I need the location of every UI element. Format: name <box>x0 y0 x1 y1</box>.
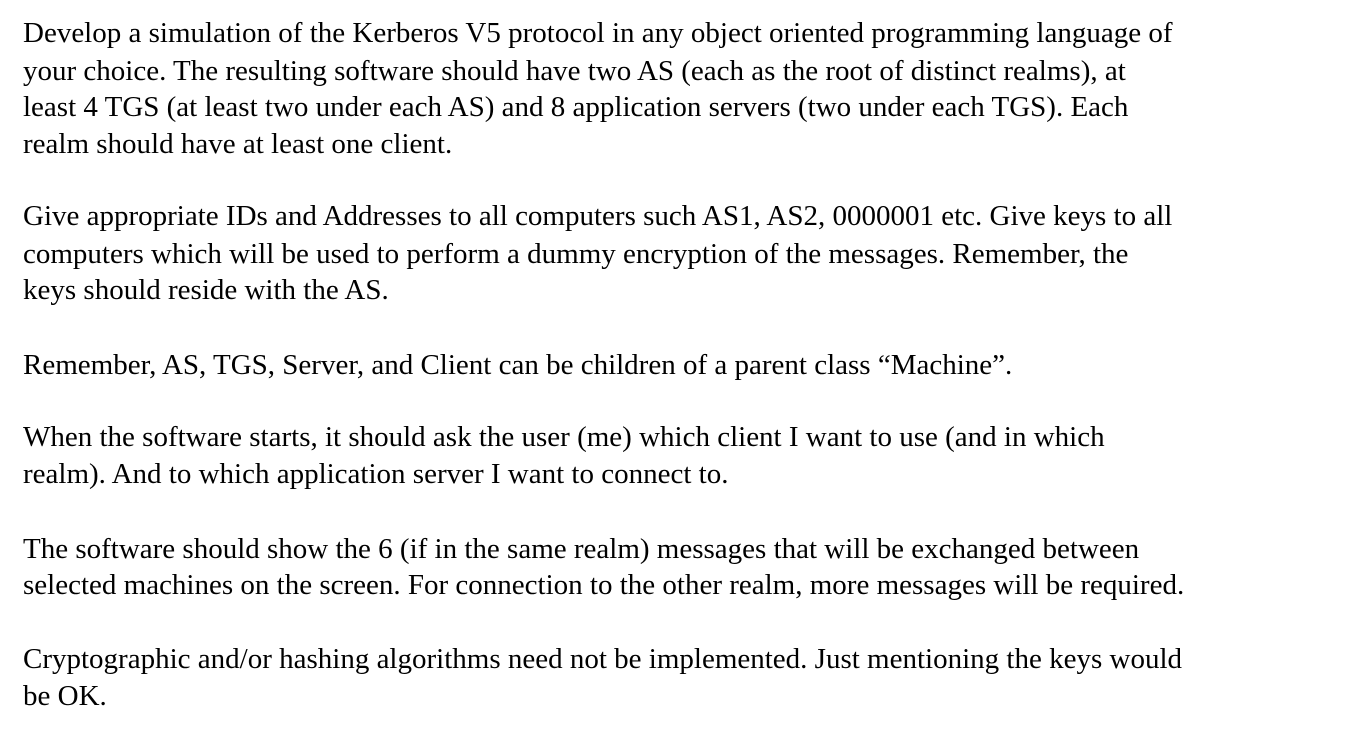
paragraph-4-line-1: When the software starts, it should ask the user (me) which client I want to use (and in which <box>23 421 1105 453</box>
paragraph-1-line-2: your choice. The resulting software should have two AS (each as the root of distinct realms), at <box>23 55 1126 87</box>
paragraph-3-line-1: Remember, AS, TGS, Server, and Client can be children of a parent class “Machine”. <box>23 349 1013 381</box>
paragraph-1-line-4: realm should have at least one client. <box>23 128 453 160</box>
paragraph-5-line-1: The software should show the 6 (if in the same realm) messages that will be exchanged between <box>23 533 1140 565</box>
paragraph-6-line-2: be OK. <box>23 680 107 712</box>
paragraph-2-line-2: computers which will be used to perform a dummy encryption of the messages. Remember, the <box>23 238 1129 270</box>
paragraph-6-line-1: Cryptographic and/or hashing algorithms need not be implemented. Just mentioning the keys would <box>23 643 1182 675</box>
paragraph-5-line-2: selected machines on the screen. For connection to the other realm, more messages will be required. <box>23 569 1185 601</box>
paragraph-2-line-3: keys should reside with the AS. <box>23 274 389 306</box>
paragraph-1-line-3: least 4 TGS (at least two under each AS) and 8 application servers (two under each TGS). Each <box>23 91 1129 123</box>
paragraph-4-line-2: realm). And to which application server I want to connect to. <box>23 458 729 490</box>
paragraph-2-line-1: Give appropriate IDs and Addresses to all computers such AS1, AS2, 0000001 etc. Give keys to all <box>23 200 1173 232</box>
paragraph-1-line-1: Develop a simulation of the Kerberos V5 protocol in any object oriented programming language of <box>23 17 1173 49</box>
